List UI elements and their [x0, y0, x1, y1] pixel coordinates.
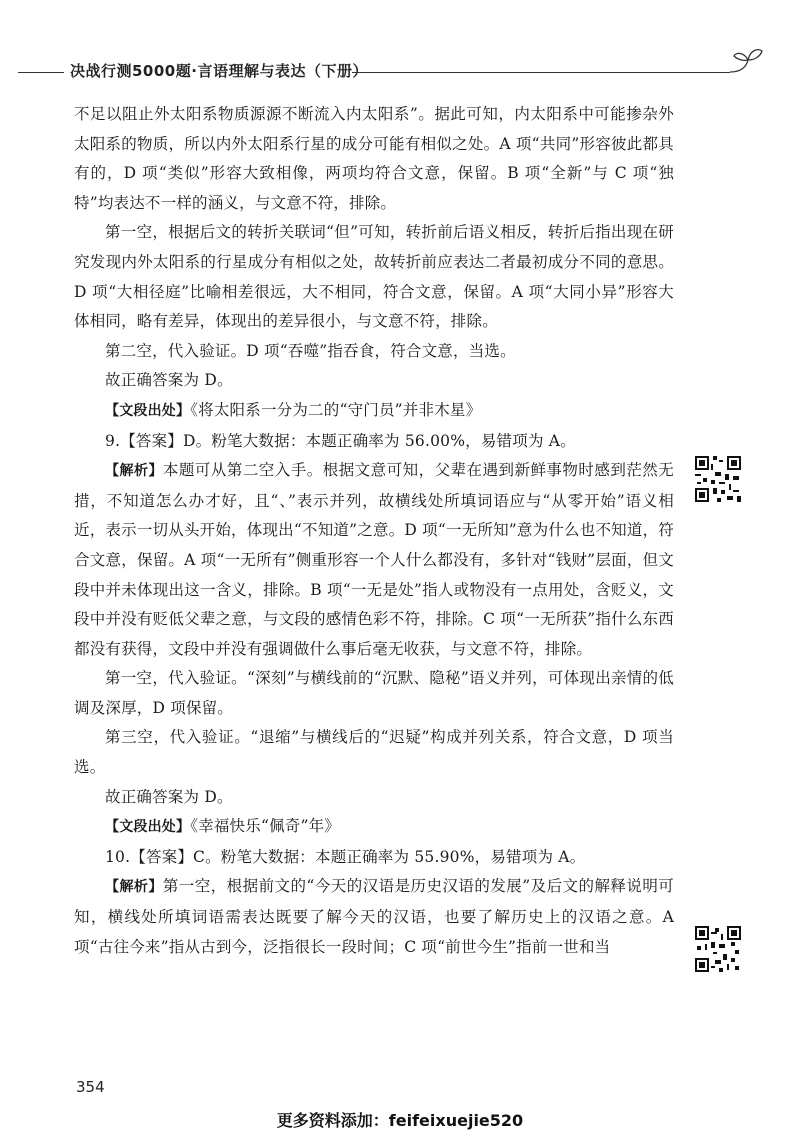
answer-line: 10.【答案】C。粉笔大数据：本题正确率为 55.90%，易错项为 A。	[105, 847, 586, 866]
sprout-icon	[726, 42, 766, 82]
source-citation	[74, 396, 674, 427]
paragraph: 第一空，根据后文的转折关联词“但”可知，转折前后语义相反，转折后指出现在研究发现内外太阳系的行星成分有相似之处，故转折前应表达二者最初成分不同的意思。D 项“大相径庭”比喻相差很远，大不相同，符合文意，保留。A 项“大同小异”形容大体相同，略有差异，体现出的差异很小，与文意不符，排除。	[74, 223, 674, 331]
analysis-text: 本题可从第二空入手。根据文意可知，父辈在遇到新鲜事物时感到茫然无措，不知道怎么办才好，且“、”表示并列，故横线处所填词语应与“从零开始”语义相近，表示一切从头开始，体现出“不知道”之意。D 项“一无所知”意为什么也不知道，符合文意，保留。A 项“一无所有”侧重形容一个人什么都没有，多针对“钱财”层面，但文段中并未体现出这一含义，排除。B 项“一无是处”指人或物没有一点用处，含贬义，文段中并没有贬低父辈之意，与文段的感情色彩不符，排除。C 项“一无所获”指什么东西都没有获得，文段中并没有强调做什么事后毫无收获，与文意不符，排除。	[74, 461, 674, 658]
book-title: 决战行测5000题·言语理解与表达（下册）	[70, 62, 368, 80]
source-text: 《幸福快乐“佩奇”年》	[190, 817, 341, 836]
page-number: 354	[76, 1078, 105, 1096]
analysis-text: 第一空，根据前文的“今天的汉语是历史汉语的发展”及后文的解释说明可知，横线处所填词语需表达既要了解今天的汉语，也要了解历史上的汉语之意。A 项“古往今来”指从古到今，泛指很长一段时间；C 项“前世今生”指前一世和当	[74, 877, 674, 956]
source-text: 《将太阳系一分为二的“守门员”并非木星》	[190, 400, 482, 419]
paragraph: 不足以阻止外太阳系物质源源不断流入内太阳系”。据此可知，内太阳系中可能掺杂外太阳系的物质，所以内外太阳系行星的成分可能有相似之处。A 项“共同”形容彼此都具有的，D 项“类似”形容大致相像，两项均符合文意，保留。B 项“全新”与 C 项“独特”均表达不一样的涵义，与文意不符，排除。	[74, 105, 674, 212]
qr-code-icon[interactable]	[693, 924, 743, 974]
analysis-paragraph	[74, 872, 674, 962]
main-text	[74, 100, 674, 962]
paragraph: 故正确答案为 D。	[105, 371, 233, 390]
header-rule-right	[352, 72, 730, 73]
qr-code-icon[interactable]	[693, 454, 743, 504]
answer-line: 9.【答案】D。粉笔大数据：本题正确率为 56.00%，易错项为 A。	[105, 431, 576, 450]
paragraph: 第一空，代入验证。“深刻”与横线前的“沉默、隐秘”语义并列，可体现出亲情的低调及深厚，D 项保留。	[74, 669, 674, 717]
paragraph: 第二空，代入验证。D 项“吞噬”指吞食，符合文意，当选。	[105, 341, 516, 360]
paragraph: 故正确答案为 D。	[105, 787, 233, 806]
source-citation	[74, 812, 674, 843]
footer-watermark-text: 更多资料添加：feifeixuejie520	[276, 1111, 524, 1130]
source-label: 【文段出处】	[105, 819, 191, 836]
source-label: 【文段出处】	[105, 402, 191, 419]
paragraph: 第三空，代入验证。“退缩”与横线后的“迟疑”构成并列关系，符合文意，D 项当选。	[74, 728, 674, 777]
analysis-label: 【解析】	[105, 879, 163, 896]
analysis-label: 【解析】	[105, 463, 163, 480]
header-rule-left	[18, 72, 64, 73]
running-header	[0, 58, 800, 88]
analysis-paragraph	[74, 456, 674, 664]
